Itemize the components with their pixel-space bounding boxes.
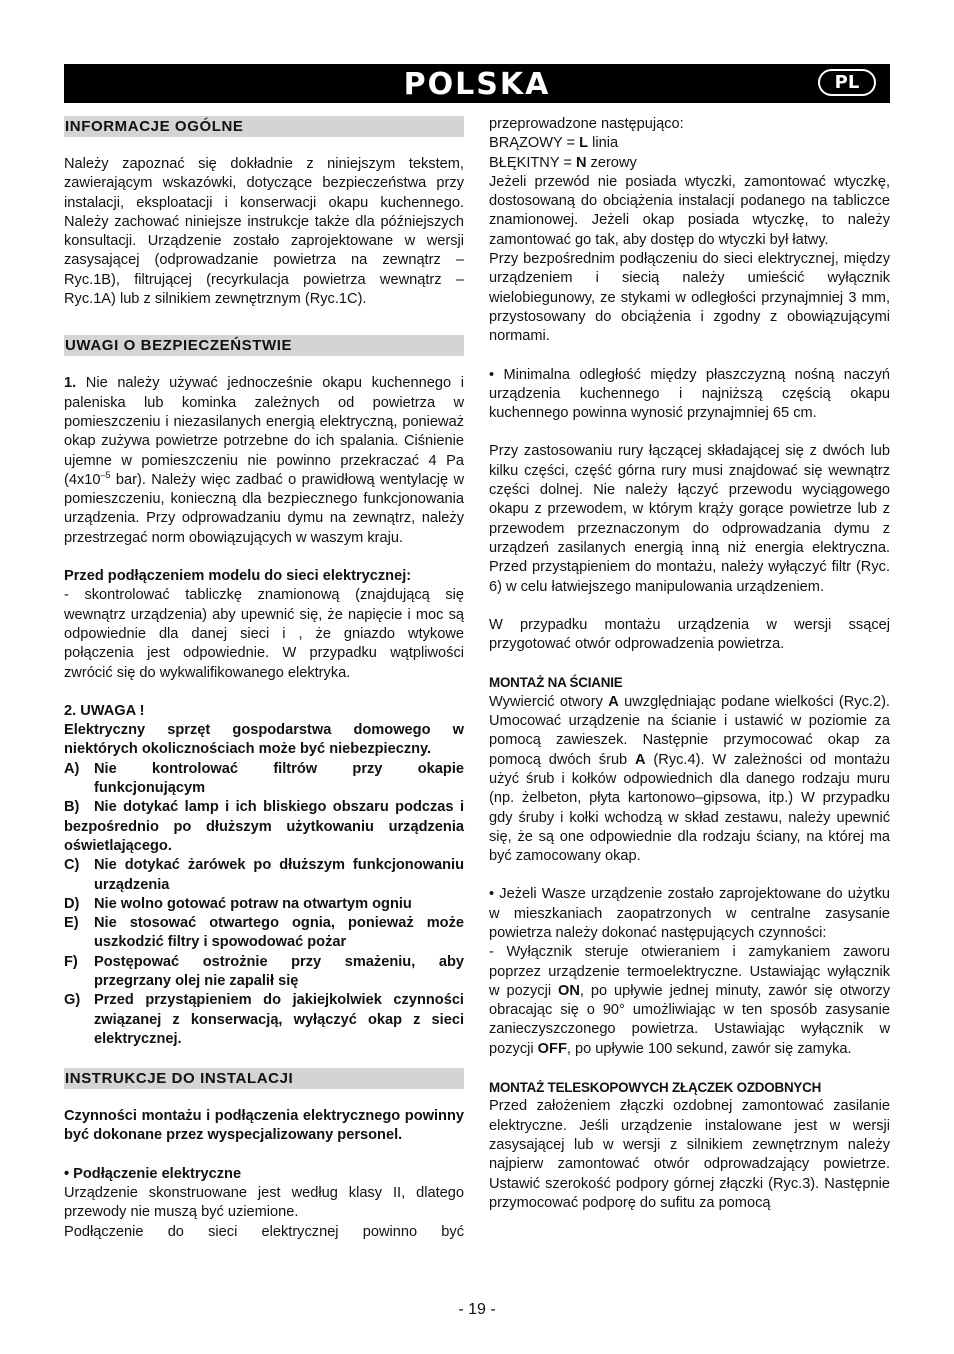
telescopic-mounting-title: MONTAŻ TELESKOPOWYCH ZŁĄCZEK OZDOBNYCH	[489, 1080, 822, 1096]
item-key: C)	[64, 857, 80, 874]
minimum-distance-text: • Minimalna odległość między płaszczyzną nośną naczyń urządzenia kuchennego i najniższą częścią okapu kuchennego powinna wynosić przynajmniej 65 cm.	[489, 366, 890, 422]
wire-role: zerowy	[586, 154, 637, 171]
electrical-connection-text-cont: Podłączenie do sieci elektrycznej powinno być	[64, 1223, 464, 1240]
warning-item	[64, 914, 464, 953]
item-text: Nie kontrolować filtrów przy okapie funkcjonującym	[94, 760, 464, 797]
wire-code: N	[575, 154, 587, 171]
safety-number: 1.	[64, 375, 77, 392]
item-key: B)	[64, 799, 80, 816]
banner-title: POLSKA	[403, 67, 551, 102]
central-suction-text: • Jeżeli Wasze urządzenie zostało zaprojektowane do użytku w mieszkaniach zaopatrzonych w centralne zasysanie powietrza należy dokonać następujących czynności:	[489, 886, 890, 941]
connection-lead: przeprowadzone następująco:	[489, 116, 684, 132]
item-text: Nie stosować otwartego ognia, ponieważ może uszkodzić filtry i spowodować pożar	[94, 915, 464, 951]
text-run: , po upływie jednej minuty, zawór się otworzy obracając się o 90° umożliwiając w ten sposób zasysanie zanieczyszczonego powietrza. Ustawiając wyłącznik w pozycji	[489, 982, 890, 1057]
wall-mounting-text	[489, 693, 890, 867]
duct-text: Przy zastosowaniu rury łączącej składającej się z dwóch lub kilku części, część górna rury musi znajdować się wewnątrz części dolnej. Nie należy łączyć przewodu wyciągowego okapu z przewodem, w którym krąży gorące powietrze lub z przewodem przeznaczonym do odprowadzania dymu z urządzeń zasilanych energią inną niż energia elektryczna. Przed przystąpieniem do montażu, należy wyłączyć filtr (Ryc. 6) w celu łatwiejszego manipulowania urządzeniem.	[489, 443, 890, 595]
warning-item	[64, 895, 464, 914]
warning-item	[64, 991, 464, 1049]
item-key: A)	[64, 760, 80, 777]
text-run: Wywiercić otwory	[489, 693, 609, 710]
language-badge: PL	[818, 69, 876, 96]
screw-label: A	[635, 751, 646, 768]
item-text: Nie dotykać żarówek po dłuższym funkcjonowaniu urządzenia	[94, 857, 464, 893]
text-run: uwzględniając podane wielkości (Ryc.2). Umocować urządzenie na ścianie i ustawić w poziomie za pomocą zawieszek. Następnie przymocować okap za pomocą dwóch śrub	[489, 693, 890, 768]
item-key: G)	[64, 992, 81, 1009]
wire-code: L	[579, 135, 589, 152]
wire-label: BRĄZOWY =	[489, 135, 580, 152]
wire-role: linia	[588, 135, 619, 152]
text-run: (Ryc.4). W zależności od montażu użyć śrub i kołków odpowiednich dla danego rodzaju muru (np. żelbeton, płyta kartonowo–gipsowa, itp.) W przypadku gdy śruby i kołki wchodzą w skład zestawu, należy upewnić się, że są one odpowiednie dla rodzaju ściany, na której ma być zamocowany okap.	[489, 751, 890, 865]
before-connection-text: - skontrolować tabliczkę znamionową (znajdującą się wewnątrz urządzenia) aby upewnić się, że napięcie i moc są odpowiednie dla danej sieci i , że gniazdo wtykowe połączenia jest odpowiednie. W przypadku wątpliwości zwrócić się do wykwalifikowanego elektryka.	[64, 587, 464, 681]
warning-title: 2. UWAGA !	[64, 702, 145, 719]
section-heading-safety: UWAGI O BEZPIECZEŃSTWIE	[64, 335, 464, 356]
item-key: F)	[64, 953, 78, 970]
suction-version-text: W przypadku montażu urządzenia w wersji ssącej przygotować otwór odprowadzenia powietrza.	[489, 616, 890, 653]
direct-connection-text: Przy bezpośrednim podłączeniu do sieci elektrycznej, między urządzeniem i siecią należy umieścić wyłącznik wielobiegunowy, ze stykami w odległości przynajmniej 3 mm, przystosowany do obciążenia i zgodny z obowiązującymi normami.	[489, 251, 890, 345]
safety-text-b: bar). Należy więc zadbać o prawidłową wentylację w pomieszczeniu, konieczną dla bezpiecznego funkcjonowania urządzenia. Przy odprowadzaniu dymu na zewnątrz, należy przestrzegać norm obowiązujących w waszym kraju.	[64, 471, 464, 546]
item-text: Nie dotykać lamp i ich bliskiego obszaru podczas i bezpośrednio po dłuższym użytkowaniu urządzenia oświetlającego.	[64, 799, 464, 854]
general-info-text: Należy zapoznać się dokładnie z niniejszym tekstem, zawierającym wskazówki, dotyczące bezpieczeństwa przy instalacji, eksploatacji i konserwacji okapu kuchennego. Należy zachować niniejsze instrukcje także dla późniejszych konsultacji. Urządzenie zostało zaprojektowane w wersji zasysającej (odprowadzanie powietrza na zewnątrz – Ryc.1B), filtrującej (recyrkulacja powietrza wewnątrz – Ryc.1A) lub z silnikiem zewnętrznym (Ryc.1C).	[64, 156, 464, 308]
item-key: E)	[64, 915, 79, 932]
warning-item	[64, 953, 464, 992]
item-text: Postępować ostrożnie przy smażeniu, aby przegrzany olej nie zapalił się	[94, 953, 464, 989]
safety-text-a: Nie należy używać jednocześnie okapu kuchennego i paleniska lub kominka zależnych od powietrza w pomieszczeniu i niezasilanych energią elektryczną, ponieważ okap zużywa powietrze potrzebne do ich spalania. Ciśnienie ujemne w pomieszczeniu nie powinno przekraczać 4 Pa (4x10	[64, 375, 464, 488]
text-run: - Wyłącznik steruje otwieraniem i zamykaniem zaworu poprzez urządzenie termoelektryczne. Ustawiając wyłącznik w pozycji	[489, 944, 890, 999]
warning-intro: Elektryczny sprzęt gospodarstwa domowego w niektórych okolicznościach może być niebezpieczny.	[64, 722, 464, 758]
plug-text: Jeżeli przewód nie posiada wtyczki, zamontować wtyczkę, dostosowaną do obciążenia instalacji podanego na tabliczce znamionowej. Jeżeli okap posiada wtyczkę, to należy zamontować go tak, aby dostęp do wtyczki był łatwy.	[489, 173, 890, 248]
page-number: - 19 -	[458, 1301, 496, 1318]
electrical-connection-title: • Podłączenie elektryczne	[64, 1165, 242, 1182]
section-heading-general: INFORMACJE OGÓLNE	[64, 116, 464, 137]
item-key: D)	[64, 895, 80, 912]
warning-item	[64, 760, 464, 799]
switch-text	[489, 943, 890, 1059]
telescopic-mounting-text: Przed założeniem złączki ozdobnej zamontować zasilanie elektryczne. Jeśli urządzenie instalowane jest w wersji zasysającej lub w wersji z silnikiem zewnętrznym należy najpierw zamontować otwór odprowadzający powietrze. Ustawić szerokość podpory górnej złączki (Ryc.3). Następnie przymocować podporę do sufitu za pomocą	[489, 1098, 890, 1211]
electrical-connection-text: Urządzenie skonstruowane jest według klasy II, dlatego przewody nie muszą być uziemione.	[64, 1185, 464, 1221]
item-text: Przed przystąpieniem do jakiejkolwiek czynności związanej z konserwacją, wyłączyć okap z sieci elektrycznej.	[94, 992, 464, 1047]
hole-label: A	[608, 693, 619, 710]
text-run: , po upływie 100 sekund, zawór się zamyka.	[566, 1040, 852, 1057]
right-column	[489, 115, 890, 1213]
off-label: OFF	[537, 1040, 567, 1057]
wire-label: BŁĘKITNY =	[489, 154, 576, 171]
section-heading-installation: INSTRUKCJE DO INSTALACJI	[64, 1068, 464, 1089]
left-column	[64, 116, 464, 1242]
safety-paragraph-1	[64, 374, 464, 548]
item-text: Nie wolno gotować potraw na otwartym ogniu	[94, 895, 412, 912]
exponent: –5	[100, 470, 111, 480]
blue-wire	[489, 154, 890, 173]
warning-list	[64, 760, 464, 1049]
language-banner	[64, 64, 890, 103]
installation-intro: Czynności montażu i podłączenia elektrycznego powinny być dokonane przez wyspecjalizowany personel.	[64, 1108, 464, 1144]
before-connection-title: Przed podłączeniem modelu do sieci elektrycznej:	[64, 568, 412, 585]
brown-wire	[489, 134, 890, 153]
warning-item	[64, 856, 464, 895]
wall-mounting-title: MONTAŻ NA ŚCIANIE	[489, 675, 623, 691]
on-label: ON	[557, 982, 580, 999]
warning-item	[64, 798, 464, 856]
